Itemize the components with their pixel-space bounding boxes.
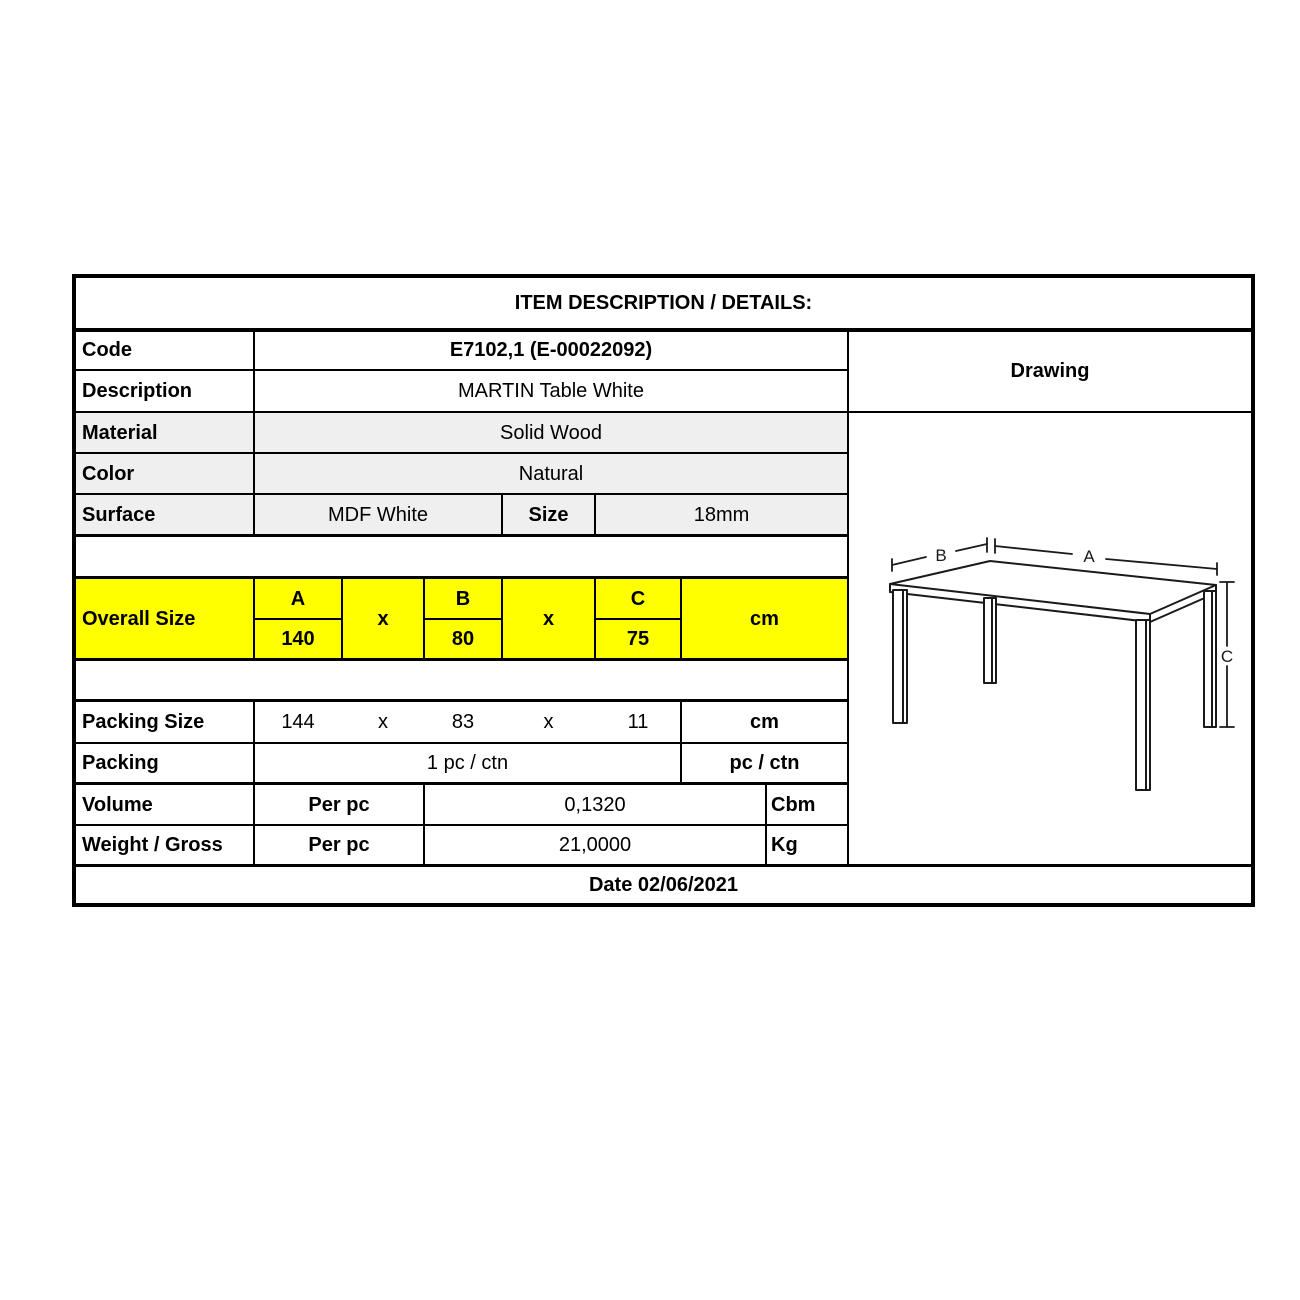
date-row: Date 02/06/2021 xyxy=(588,874,738,896)
table-technical-drawing xyxy=(848,412,1251,866)
table-leg-front-left xyxy=(893,590,907,723)
overall-size-label: Overall Size xyxy=(82,607,196,630)
grid-line xyxy=(76,658,848,661)
volume-label: Volume xyxy=(82,793,153,816)
packing-size-label: Packing Size xyxy=(82,711,205,733)
packing-value: 1 pc / ctn xyxy=(426,752,509,774)
volume-unit: Cbm xyxy=(771,793,816,816)
surface-size-value: 18mm xyxy=(693,503,750,526)
dimension-label-b: B xyxy=(935,546,947,565)
item-description-table xyxy=(72,274,1255,907)
table-leg-back-right xyxy=(1204,591,1216,727)
dimension-label-c: C xyxy=(1220,647,1234,666)
weight-label: Weight / Gross xyxy=(82,834,223,856)
description-label: Description xyxy=(82,380,193,402)
table-leg-back-left xyxy=(984,598,996,683)
packing-size-b: 83 xyxy=(451,711,475,733)
description-value: MARTIN Table White xyxy=(458,380,644,402)
packing-unit: pc / ctn xyxy=(729,752,800,774)
grid-line xyxy=(76,534,848,537)
overall-size-dim-b-label: B xyxy=(455,587,471,610)
color-value: Natural xyxy=(518,462,584,485)
packing-label: Packing xyxy=(82,752,159,774)
packing-size-sep1: x xyxy=(378,711,388,733)
packing-size-c: 11 xyxy=(627,711,649,733)
table-top-face xyxy=(890,561,1216,614)
overall-size-sep2: x xyxy=(542,607,555,630)
surface-value: MDF White xyxy=(328,503,428,526)
weight-unit: Kg xyxy=(771,834,798,856)
packing-size-a: 144 xyxy=(281,711,315,733)
packing-size-sep2: x xyxy=(543,711,554,733)
code-label: Code xyxy=(82,338,132,361)
overall-size-dim-b-value: 80 xyxy=(451,628,475,650)
material-label: Material xyxy=(82,421,158,444)
overall-size-unit: cm xyxy=(750,607,779,630)
drawing-title: Drawing xyxy=(1010,359,1090,382)
overall-size-dim-c-value: 75 xyxy=(626,628,650,650)
overall-size-dim-a-value: 140 xyxy=(281,628,315,650)
overall-size-dim-c-label: C xyxy=(630,587,646,610)
dimension-label-a: A xyxy=(1083,547,1095,566)
overall-size-dim-a-label: A xyxy=(290,587,306,610)
volume-value: 0,1320 xyxy=(564,793,626,816)
sheet-title: ITEM DESCRIPTION / DETAILS: xyxy=(514,292,813,314)
weight-value: 21,0000 xyxy=(558,834,632,856)
surface-size-label: Size xyxy=(528,503,569,526)
surface-label: Surface xyxy=(82,503,156,526)
material-value: Solid Wood xyxy=(500,421,602,444)
table-leg-front-right xyxy=(1136,620,1150,790)
volume-per: Per pc xyxy=(308,793,370,816)
color-label: Color xyxy=(82,462,135,485)
weight-per: Per pc xyxy=(308,834,370,856)
code-value: E7102,1 (E-00022092) xyxy=(449,338,653,361)
packing-size-unit: cm xyxy=(750,711,779,733)
overall-size-sep1: x xyxy=(377,607,389,630)
